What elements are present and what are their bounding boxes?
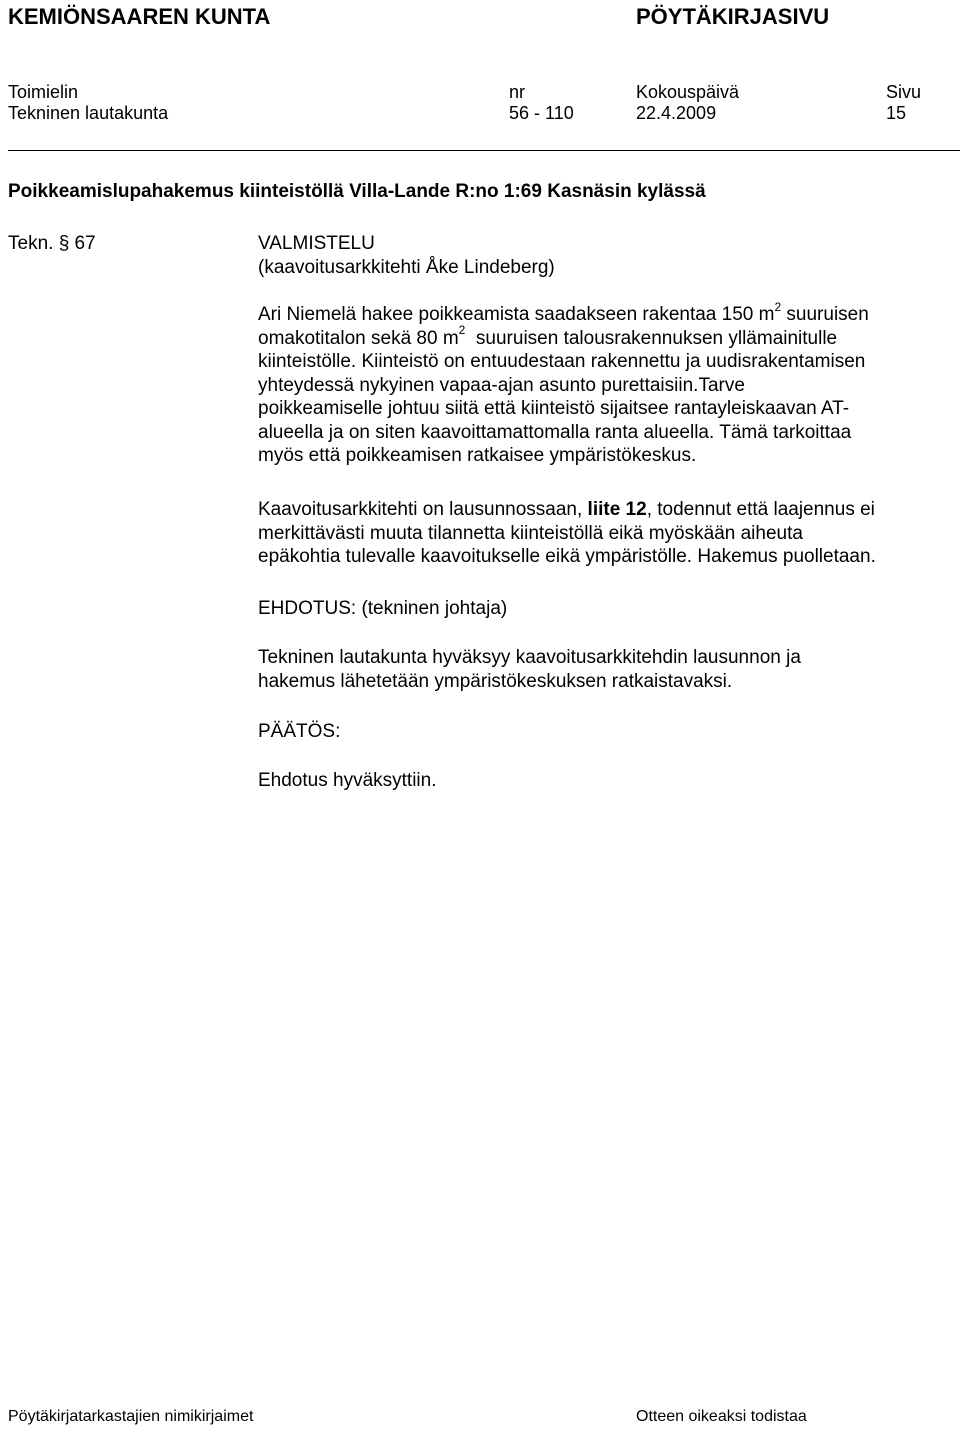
para1-text: omakotitalon sekä 80 m xyxy=(258,327,459,349)
meeting-date-value: 22.4.2009 xyxy=(636,103,717,123)
page-number: 15 xyxy=(886,103,907,123)
footer-certified-copy: Otteen oikeaksi todistaa xyxy=(636,1408,807,1425)
attachment-reference: liite 12 xyxy=(587,499,647,520)
superscript: 2 xyxy=(774,299,782,314)
nr-value: 56 - 110 xyxy=(509,103,574,123)
document-type: PÖYTÄKIRJASIVU xyxy=(636,4,830,29)
para1-line: poikkeamiselle johtuu siitä että kiinteistö sijaitsee rantayleiskaavan AT- xyxy=(258,398,850,419)
para2-line: epäkohtia tulevalle kaavoitukselle eikä ympäristölle. Hakemus puolletaan. xyxy=(258,546,876,567)
para1-text: Ari Niemelä hakee poikkeamista saadakseen rakentaa 150 m xyxy=(258,304,775,325)
decision-heading: PÄÄTÖS: xyxy=(258,721,341,742)
para2-line xyxy=(258,498,958,522)
page-label: Sivu xyxy=(886,82,922,102)
para2-line: merkittävästi muuta tilannetta kiinteistöllä eikä myöskään aiheuta xyxy=(258,522,803,544)
para1-line: yhteydessä nykyinen vapaa-ajan asunto purettaisiin.Tarve xyxy=(258,374,745,396)
para2-text: Kaavoitusarkkitehti on lausunnossaan, xyxy=(258,499,588,520)
preparer: (kaavoitusarkkitehti Åke Lindeberg) xyxy=(258,256,555,278)
organization-name: KEMIÖNSAAREN KUNTA xyxy=(8,4,271,29)
proposal-heading: EHDOTUS: (tekninen johtaja) xyxy=(258,598,508,619)
proposal-line: Tekninen lautakunta hyväksyy kaavoitusarkkitehdin lausunnon ja xyxy=(258,647,801,668)
decision-text: Ehdotus hyväksyttiin. xyxy=(258,770,437,791)
para1-line: myös että poikkeamisen ratkaisee ympäristökeskus. xyxy=(258,445,697,466)
para1-line: alueella ja on siten kaavoittamattomalla ranta alueella. Tämä tarkoittaa xyxy=(258,421,852,443)
preparation-block xyxy=(258,232,958,279)
organ-label: Toimielin xyxy=(8,82,79,102)
proposal-line: hakemus lähetetään ympäristökeskuksen ratkaistavaksi. xyxy=(258,670,733,692)
footer-inspectors-initials: Pöytäkirjatarkastajien nimikirjaimet xyxy=(8,1408,254,1425)
para1-line xyxy=(258,299,958,327)
para1-text: suuruisen xyxy=(781,304,869,325)
paragraph-application xyxy=(258,299,958,468)
preparation-heading: VALMISTELU xyxy=(258,233,375,254)
superscript: 2 xyxy=(458,323,466,338)
para1-text: suuruisen talousrakennuksen yllämainitulle xyxy=(465,327,838,349)
proposal-text xyxy=(258,646,958,693)
subject-heading: Poikkeamislupahakemus kiinteistöllä Villa-Lande R:no 1:69 Kasnäsin kylässä xyxy=(8,181,706,202)
meeting-date-label: Kokouspäivä xyxy=(636,82,740,102)
header-divider xyxy=(8,150,960,151)
para1-line xyxy=(258,323,958,351)
organ-value: Tekninen lautakunta xyxy=(8,103,169,123)
paragraph-statement xyxy=(258,498,958,569)
para1-line: kiinteistölle. Kiinteistö on entuudestaan rakennettu ja uudisrakentamisen xyxy=(258,351,866,372)
section-reference: Tekn. § 67 xyxy=(8,233,96,254)
para2-text: , todennut että laajennus ei xyxy=(646,499,875,520)
nr-label: nr xyxy=(509,82,526,102)
